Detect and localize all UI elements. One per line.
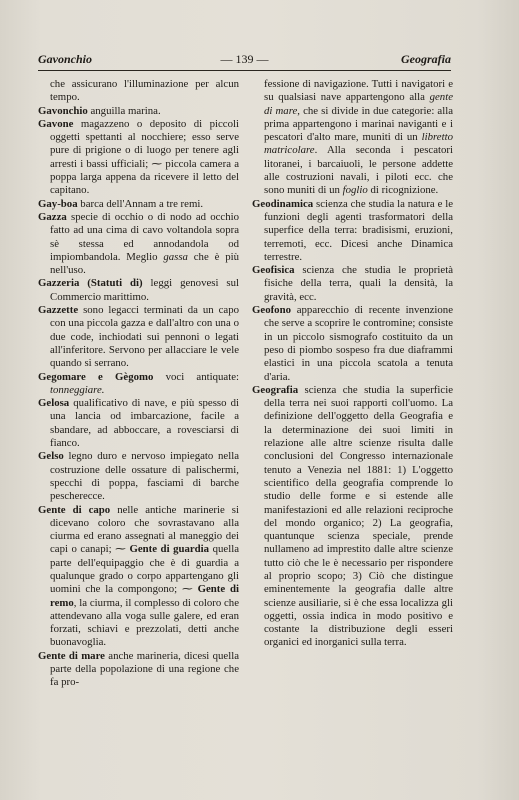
entry-headword: Gelosa xyxy=(38,397,70,410)
entry-text: anguilla marina. xyxy=(87,104,161,117)
entry-headword: Gelso xyxy=(38,450,64,463)
entry-headword: Gente di mare xyxy=(38,649,105,662)
entry-headword: Gente di capo xyxy=(38,503,111,516)
header-right-guideword: Geografia xyxy=(401,52,451,66)
italic-term: gassa xyxy=(163,250,188,263)
entry-headword: Geofisica xyxy=(252,264,295,277)
entry-headword: Gavone xyxy=(38,117,74,130)
entry-text: quella parte dell'equipaggio che è di guardia a qualunque grado o corpo appartengano gli uomini che la compongono; ⁓ xyxy=(50,543,239,596)
dictionary-entry xyxy=(38,277,239,304)
entry-continuation xyxy=(252,78,453,198)
entry-text: , la ciurma, il complesso di coloro che attendevano alla voga sulle galere, ed eran forzati, schiavi e prezzolati, detti anche buonavoglia. xyxy=(50,596,239,649)
dictionary-entry xyxy=(252,264,453,304)
text-columns xyxy=(38,78,453,690)
dictionary-entry xyxy=(38,105,239,118)
entry-text: apparecchio di recente invenzione che serve a scoprire le contromine; consiste in un piccolo sismografo costituito da un peso di piombo sospeso fra due diaframmi elastici in una piccola scatola a tenuta d'aria. xyxy=(264,304,453,383)
entry-text: qualificativo di nave, e più spesso di una lancia od imbarcazione, facile a sbandare, ad abboccare, a rovesciarsi di fianco. xyxy=(50,397,239,450)
dictionary-entry xyxy=(38,504,239,650)
entry-text: leggi genovesi sul Commercio marittimo. xyxy=(50,277,239,303)
entry-headword: Geografia xyxy=(252,383,299,396)
italic-term: libretto matricolare xyxy=(264,131,453,157)
entry-headword: Gazzeria (Statuti di) xyxy=(38,277,143,290)
entry-text: legno duro e nervoso impiegato nella costruzione delle ossature di palischermi, specchi di poppa, fasciami di barche pescherecce. xyxy=(50,450,239,503)
dictionary-entry xyxy=(38,211,239,277)
header-left-guideword: Gavonchio xyxy=(38,52,92,66)
entry-text: specie di occhio o di nodo ad occhio fatto ad una cima di cavo voltandola sopra sè stessa ed annodandola od impiombandola. Meglio xyxy=(50,210,239,263)
entry-text: barca dell'Annam a tre remi. xyxy=(77,197,204,210)
entry-text: magazzeno o deposito di piccoli oggetti spettanti al nocchiere; esso serve pure di prigione o di luogo per tenere agli arresti i bassi ufficiali; ⁓ piccola camera a poppa larga appena da ricevere il letto del capitano. xyxy=(50,117,239,197)
dictionary-entry xyxy=(252,384,453,650)
dictionary-entry xyxy=(38,118,239,198)
dictionary-entry xyxy=(252,304,453,384)
entry-text: scienza che studia le proprietà fisiche della terra, quali la densità, la gravità, ecc. xyxy=(264,264,453,303)
entry-headword: Gazzette xyxy=(38,304,79,317)
page-number: — 139 — xyxy=(220,52,269,66)
header-rule xyxy=(38,70,451,71)
dictionary-entry xyxy=(38,450,239,503)
dictionary-entry xyxy=(38,650,239,690)
entry-text: sono legacci terminati da un capo con una piccola gazza e dall'altro con una o due code, inchiodati sui pennoni o legati all'inferitore. Servono per allacciare le vele quando si serrano. xyxy=(50,304,239,370)
entry-text: anche marineria, dicesi quella parte della popolazione di una regione che fa pro- xyxy=(50,649,239,689)
right-column xyxy=(252,78,453,690)
entry-headword: Geofono xyxy=(252,304,291,317)
entry-text: che è più nell'uso. xyxy=(50,250,240,277)
italic-term: gente di mare xyxy=(264,91,453,117)
entry-headword: Gazza xyxy=(38,210,67,223)
entry-text: nelle antiche marinerie si dicevano coloro che sovrastavano alla ciurma ed erano assegnati al maneggio dei capi o canapi; ⁓ xyxy=(50,503,239,556)
entry-text: che assicurano l'illuminazione per alcun tempo. xyxy=(50,78,239,104)
dictionary-entry xyxy=(38,397,239,450)
dictionary-entry xyxy=(38,371,239,398)
entry-text: fessione di navigazione. Tutti i navigatori e su qualsiasi nave appartengono alla xyxy=(264,78,453,104)
entry-headword: Gente di guardia xyxy=(129,543,210,556)
left-column xyxy=(38,78,239,690)
entry-headword: Gente di remo xyxy=(50,583,239,609)
dictionary-entry xyxy=(38,304,239,370)
entry-headword: Gavonchio xyxy=(38,104,88,117)
entry-text: scienza che studia la superficie della terra nei suoi rapporti coll'uomo. La definizione dell'oggetto della Geografia e la determinazione dei suoi limiti in relazione alle altre scienze risulta dalle conclusioni del Congresso internazionale tenuto a Venezia nel 1881: 1) L'oggetto scientifico della geografia comprende lo studio delle forme e si estende alle manifestazioni ed alle relazioni reciproche del mondo organico; 2) La geografia, quantunque scienza speciale, prende nullameno ad imprestito dalle altre scienze tutto ciò che le è necessario per rispondere al proprio scopo; 3) Ciò che distingue eminentemente la geografia dalle altre scienze ausiliarie, si è che essa localizza gli oggetti, ossia indica in modo positivo e costante la distribuzione degli esseri organici ed inorganici sulla terra. xyxy=(264,383,453,649)
entry-text: voci antiquate: xyxy=(153,370,239,383)
entry-headword: Gegomare e Gègomo xyxy=(38,370,154,383)
entry-text: . Alla seconda i pescatori litoranei, i barcaiuoli, le persone addette alle costruzioni navali, i piloti ecc. che sono muniti di un xyxy=(264,144,453,197)
dictionary-entry xyxy=(252,198,453,264)
entry-text: scienza che studia la natura e le funzioni degli agenti trasformatori della superfice della terra: bradisismi, eruzioni, terremoti, ecc. Dicesi anche Dinamica terrestre. xyxy=(264,197,453,263)
entry-headword: Geodinamica xyxy=(252,197,314,210)
running-header xyxy=(38,52,451,70)
entry-headword: Gay-boa xyxy=(38,197,78,210)
italic-term: foglio xyxy=(342,184,368,197)
entry-text: , che si divide in due categorie: alla prima appartengono i marinai naviganti e i pescatori d'alto mare, muniti di un xyxy=(264,104,453,144)
italic-term: tonneggiare. xyxy=(50,383,105,396)
dictionary-entry xyxy=(38,198,239,211)
entry-text: di ricognizione. xyxy=(367,184,439,197)
entry-continuation xyxy=(38,78,239,105)
